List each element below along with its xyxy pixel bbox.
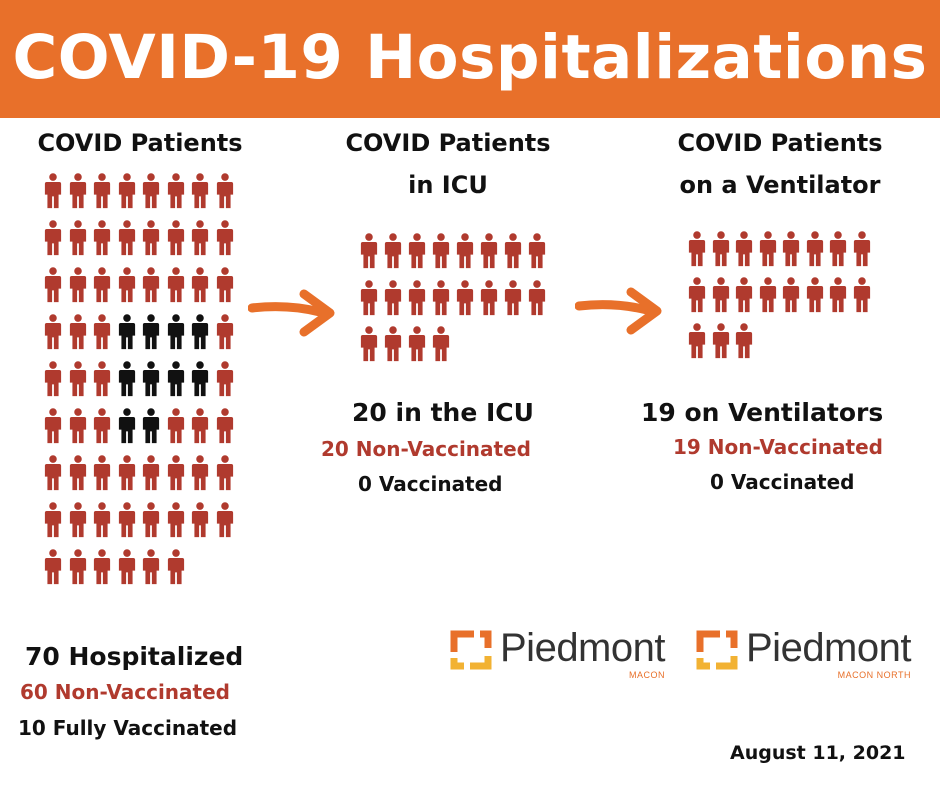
icu-heading — [318, 122, 578, 206]
non-vaccinated-person-icon — [456, 232, 474, 270]
non-vaccinated-person-icon — [69, 501, 87, 539]
piedmont-macon-north-logo — [696, 628, 911, 682]
non-vaccinated-person-icon — [528, 232, 546, 270]
non-vaccinated-person-icon — [69, 454, 87, 492]
non-vaccinated-person-icon — [384, 279, 402, 317]
vaccinated-person-icon — [118, 407, 136, 445]
non-vaccinated-person-icon — [688, 230, 706, 268]
piedmont-macon-logo — [450, 628, 665, 682]
page-title: COVID-19 Hospitalizations — [12, 22, 928, 93]
non-vaccinated-person-icon — [853, 230, 871, 268]
non-vaccinated-person-icon — [69, 172, 87, 210]
non-vaccinated-person-icon — [118, 454, 136, 492]
ventilator-icon-grid — [688, 230, 876, 368]
non-vaccinated-person-icon — [167, 266, 185, 304]
ventilator-total: 19 on Ventilators — [641, 398, 884, 427]
ventilator-vax: 0 Vaccinated — [710, 470, 855, 494]
non-vaccinated-person-icon — [69, 548, 87, 586]
icu-vax: 0 Vaccinated — [358, 472, 503, 496]
non-vaccinated-person-icon — [44, 454, 62, 492]
non-vaccinated-person-icon — [93, 548, 111, 586]
non-vaccinated-person-icon — [504, 279, 522, 317]
non-vaccinated-person-icon — [432, 279, 450, 317]
non-vaccinated-person-icon — [216, 407, 234, 445]
non-vaccinated-person-icon — [118, 501, 136, 539]
vaccinated-person-icon — [142, 360, 160, 398]
non-vaccinated-person-icon — [142, 172, 160, 210]
non-vaccinated-person-icon — [142, 548, 160, 586]
non-vaccinated-person-icon — [782, 230, 800, 268]
non-vaccinated-person-icon — [69, 407, 87, 445]
non-vaccinated-person-icon — [456, 279, 474, 317]
non-vaccinated-person-icon — [829, 230, 847, 268]
non-vaccinated-person-icon — [216, 454, 234, 492]
title-banner — [0, 0, 940, 118]
date-label: August 11, 2021 — [730, 742, 906, 764]
non-vaccinated-person-icon — [167, 454, 185, 492]
non-vaccinated-person-icon — [142, 454, 160, 492]
non-vaccinated-person-icon — [93, 172, 111, 210]
non-vaccinated-person-icon — [712, 322, 730, 360]
non-vaccinated-person-icon — [216, 501, 234, 539]
vaccinated-person-icon — [142, 407, 160, 445]
non-vaccinated-person-icon — [191, 407, 209, 445]
vaccinated-person-icon — [118, 360, 136, 398]
non-vaccinated-person-icon — [360, 279, 378, 317]
ventilator-heading-line2: on a Ventilator — [679, 171, 881, 199]
non-vaccinated-person-icon — [167, 548, 185, 586]
non-vaccinated-person-icon — [167, 219, 185, 257]
non-vaccinated-person-icon — [853, 276, 871, 314]
non-vaccinated-person-icon — [504, 232, 522, 270]
non-vaccinated-person-icon — [712, 230, 730, 268]
non-vaccinated-person-icon — [216, 360, 234, 398]
non-vaccinated-person-icon — [688, 322, 706, 360]
non-vaccinated-person-icon — [480, 279, 498, 317]
non-vaccinated-person-icon — [782, 276, 800, 314]
non-vaccinated-person-icon — [360, 232, 378, 270]
non-vaccinated-person-icon — [191, 501, 209, 539]
non-vaccinated-person-icon — [735, 276, 753, 314]
non-vaccinated-person-icon — [216, 172, 234, 210]
non-vaccinated-person-icon — [93, 360, 111, 398]
non-vaccinated-person-icon — [432, 325, 450, 363]
vaccinated-person-icon — [142, 313, 160, 351]
non-vaccinated-person-icon — [69, 360, 87, 398]
vaccinated-person-icon — [167, 360, 185, 398]
non-vaccinated-person-icon — [408, 325, 426, 363]
vaccinated-person-icon — [118, 313, 136, 351]
ventilator-heading — [640, 122, 920, 206]
non-vaccinated-person-icon — [93, 266, 111, 304]
piedmont-logo-icon — [696, 628, 740, 672]
non-vaccinated-person-icon — [44, 219, 62, 257]
icu-heading-line2: in ICU — [408, 171, 488, 199]
non-vaccinated-person-icon — [759, 276, 777, 314]
non-vaccinated-person-icon — [142, 219, 160, 257]
non-vaccinated-person-icon — [167, 407, 185, 445]
non-vaccinated-person-icon — [191, 172, 209, 210]
logo-location: MACON NORTH — [837, 670, 911, 680]
non-vaccinated-person-icon — [69, 219, 87, 257]
patients-heading: COVID Patients — [37, 129, 243, 157]
logo-name: Piedmont — [500, 626, 665, 670]
non-vaccinated-person-icon — [93, 219, 111, 257]
non-vaccinated-person-icon — [191, 219, 209, 257]
non-vaccinated-person-icon — [44, 266, 62, 304]
non-vaccinated-person-icon — [384, 232, 402, 270]
patients-vax: 10 Fully Vaccinated — [18, 716, 238, 740]
patients-total: 70 Hospitalized — [25, 642, 244, 671]
non-vaccinated-person-icon — [142, 501, 160, 539]
non-vaccinated-person-icon — [829, 276, 847, 314]
non-vaccinated-person-icon — [69, 313, 87, 351]
non-vaccinated-person-icon — [44, 360, 62, 398]
non-vaccinated-person-icon — [44, 501, 62, 539]
non-vaccinated-person-icon — [759, 230, 777, 268]
non-vaccinated-person-icon — [806, 230, 824, 268]
non-vaccinated-person-icon — [408, 232, 426, 270]
non-vaccinated-person-icon — [118, 172, 136, 210]
logo-location: MACON — [628, 670, 665, 680]
non-vaccinated-person-icon — [167, 172, 185, 210]
non-vaccinated-person-icon — [712, 276, 730, 314]
piedmont-logo-icon — [450, 628, 494, 672]
arrow-right-icon — [248, 288, 338, 338]
non-vaccinated-person-icon — [191, 266, 209, 304]
non-vaccinated-person-icon — [688, 276, 706, 314]
arrow-right-icon — [575, 286, 665, 336]
ventilator-nonvax: 19 Non-Vaccinated — [673, 435, 883, 459]
non-vaccinated-person-icon — [735, 230, 753, 268]
non-vaccinated-person-icon — [93, 501, 111, 539]
non-vaccinated-person-icon — [44, 407, 62, 445]
non-vaccinated-person-icon — [142, 266, 160, 304]
non-vaccinated-person-icon — [69, 266, 87, 304]
non-vaccinated-person-icon — [93, 407, 111, 445]
non-vaccinated-person-icon — [216, 266, 234, 304]
non-vaccinated-person-icon — [735, 322, 753, 360]
vaccinated-person-icon — [191, 313, 209, 351]
non-vaccinated-person-icon — [93, 454, 111, 492]
non-vaccinated-person-icon — [360, 325, 378, 363]
non-vaccinated-person-icon — [806, 276, 824, 314]
ventilator-heading-line1: COVID Patients — [677, 129, 883, 157]
non-vaccinated-person-icon — [44, 548, 62, 586]
icu-nonvax: 20 Non-Vaccinated — [321, 437, 531, 461]
non-vaccinated-person-icon — [384, 325, 402, 363]
non-vaccinated-person-icon — [118, 266, 136, 304]
non-vaccinated-person-icon — [480, 232, 498, 270]
non-vaccinated-person-icon — [167, 501, 185, 539]
non-vaccinated-person-icon — [44, 172, 62, 210]
non-vaccinated-person-icon — [216, 313, 234, 351]
non-vaccinated-person-icon — [118, 219, 136, 257]
non-vaccinated-person-icon — [44, 313, 62, 351]
vaccinated-person-icon — [167, 313, 185, 351]
non-vaccinated-person-icon — [528, 279, 546, 317]
icu-total: 20 in the ICU — [352, 398, 534, 427]
icu-icon-grid — [360, 232, 552, 372]
logo-name: Piedmont — [746, 626, 911, 670]
non-vaccinated-person-icon — [408, 279, 426, 317]
icu-heading-line1: COVID Patients — [345, 129, 551, 157]
patients-icon-grid — [44, 172, 240, 595]
non-vaccinated-person-icon — [216, 219, 234, 257]
non-vaccinated-person-icon — [118, 548, 136, 586]
non-vaccinated-person-icon — [432, 232, 450, 270]
vaccinated-person-icon — [191, 360, 209, 398]
patients-nonvax: 60 Non-Vaccinated — [20, 680, 230, 704]
non-vaccinated-person-icon — [93, 313, 111, 351]
non-vaccinated-person-icon — [191, 454, 209, 492]
